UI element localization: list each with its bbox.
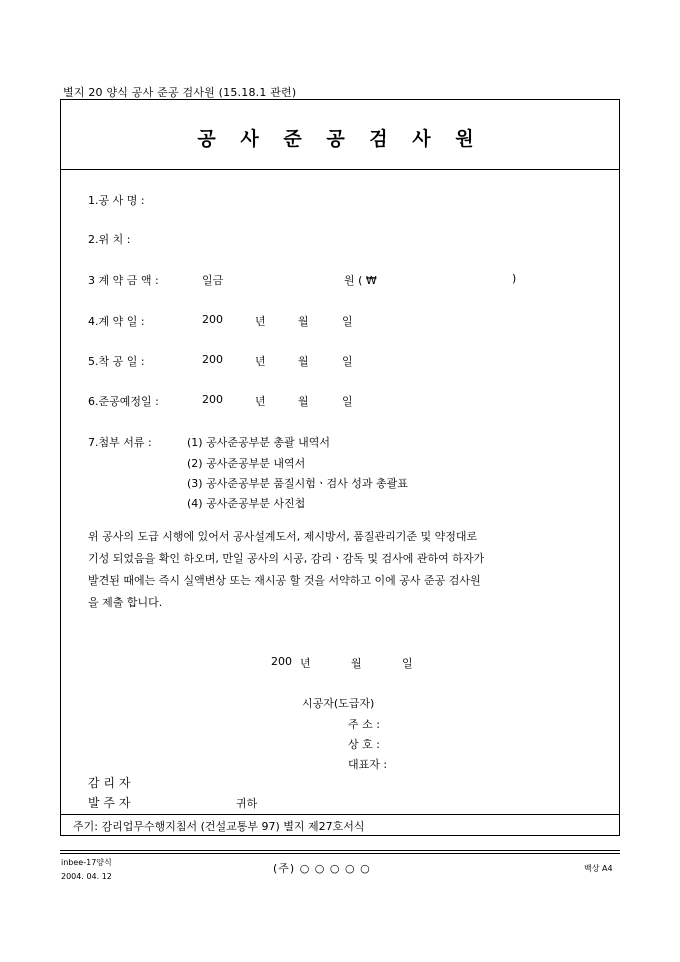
owner-label: 발 주 자 (88, 796, 131, 810)
completion-date-year: 년 (255, 395, 266, 408)
footer-rule-bottom (60, 853, 620, 854)
note-divider (60, 814, 620, 815)
footer-date: 2004. 04. 12 (61, 872, 112, 881)
footer-form-code: inbee-17양식 (61, 858, 112, 867)
contract-date-month: 월 (298, 315, 309, 328)
honorific-label: 귀하 (236, 797, 258, 810)
attachment-item: (4) 공사준공부분 사진첩 (187, 497, 306, 510)
footer-rule-top (60, 850, 620, 851)
form-title: 공 사 준 공 검 사 원 (197, 128, 483, 150)
contract-date-label: 4.계 약 일 : (88, 315, 145, 328)
paragraph-line: 을 제출 합니다. (88, 596, 163, 609)
completion-date-year-prefix: 200 (202, 393, 223, 406)
contract-amount-close: ) (512, 272, 517, 285)
contract-date-year-prefix: 200 (202, 313, 223, 326)
sign-date-month: 월 (351, 657, 362, 670)
declaration-paragraph (88, 526, 598, 614)
footer-company: (주) ○ ○ ○ ○ ○ (273, 862, 371, 875)
paragraph-line: 기성 되었음을 확인 하오며, 만일 공사의 시공, 감리ㆍ감독 및 검사에 관하여 하자가 (88, 552, 485, 565)
completion-date-label: 6.준공예정일 : (88, 395, 159, 408)
start-date-day: 일 (342, 355, 353, 368)
title-divider (60, 169, 620, 170)
project-name-label: 1.공 사 명 : (88, 194, 145, 207)
contract-amount-won: 원 ( ₩ (344, 274, 377, 287)
attachment-item: (3) 공사준공부분 품질시험ㆍ검사 성과 총괄표 (187, 477, 408, 490)
attachment-item: (1) 공사준공부분 총괄 내역서 (187, 436, 330, 449)
contractor-label: 시공자(도급자) (302, 697, 375, 710)
start-date-year: 년 (255, 355, 266, 368)
completion-date-day: 일 (342, 395, 353, 408)
contract-amount-label: 3 계 약 금 액 : (88, 274, 159, 287)
footer-paper-size: 백상 A4 (584, 864, 613, 873)
paragraph-line: 위 공사의 도급 시행에 있어서 공사설계도서, 제시방서, 품질관리기준 및 약정대로 (88, 530, 478, 543)
location-label: 2.위 치 : (88, 233, 131, 246)
attachments-label: 7.첨부 서류 : (88, 436, 152, 449)
sign-date-year-prefix: 200 (271, 655, 292, 668)
representative-label: 대표자 : (348, 758, 388, 771)
paragraph-line: 발견된 때에는 즉시 실액변상 또는 재시공 할 것을 서약하고 이에 공사 준공 검사원 (88, 574, 481, 587)
sign-date-day: 일 (402, 657, 413, 670)
completion-date-month: 월 (298, 395, 309, 408)
supervisor-label: 감 리 자 (88, 776, 131, 790)
form-note: 주기: 감리업무수행지침서 (건설교통부 97) 별지 제27호서식 (73, 820, 365, 833)
contract-date-year: 년 (255, 315, 266, 328)
start-date-month: 월 (298, 355, 309, 368)
contract-amount-prefix: 일금 (202, 274, 224, 287)
form-caption: 별지 20 양식 공사 준공 검사원 (15.18.1 관련) (63, 86, 297, 99)
company-label: 상 호 : (348, 738, 380, 751)
address-label: 주 소 : (348, 718, 380, 731)
sign-date-year: 년 (300, 657, 311, 670)
attachment-item: (2) 공사준공부분 내역서 (187, 457, 306, 470)
form-border (60, 99, 620, 836)
contract-date-day: 일 (342, 315, 353, 328)
start-date-label: 5.착 공 일 : (88, 355, 145, 368)
start-date-year-prefix: 200 (202, 353, 223, 366)
